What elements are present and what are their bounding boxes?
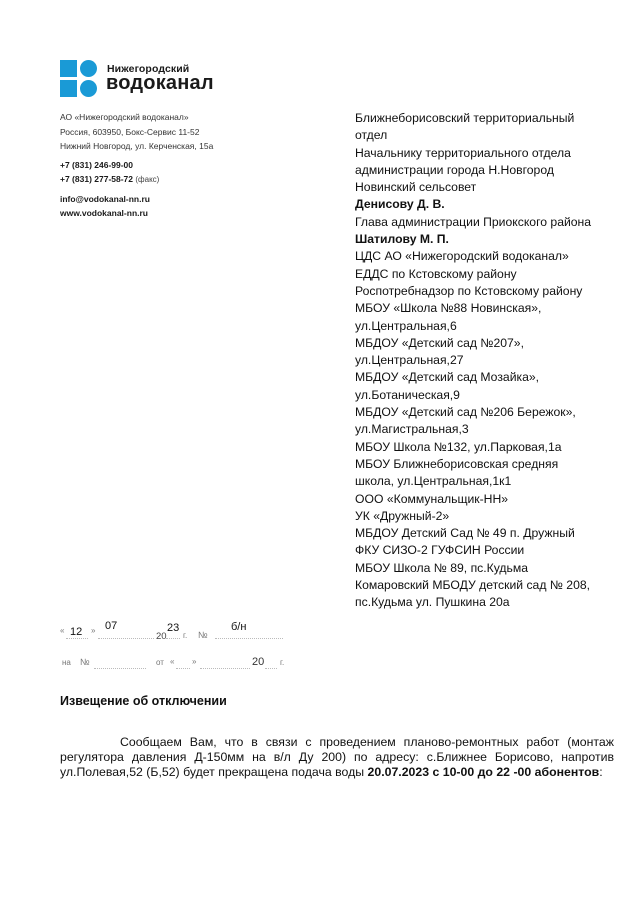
recipient-line: МБДОУ «Детский сад Мозайка», <box>355 370 540 385</box>
ref-quote-open: « <box>170 657 175 666</box>
body-colon: : <box>599 765 603 779</box>
recipient-line: ул.Магистральная,3 <box>355 422 469 437</box>
recipient-line: Комаровский МБОДУ детский сад № 208, <box>355 578 591 593</box>
document-body <box>60 735 614 780</box>
recipient-line: МБДОУ «Детский сад №207», <box>355 335 524 350</box>
recipient-line: МБДОУ «Детский сад №206 Бережок», <box>355 405 576 420</box>
recipient-line: МБОУ «Школа №88 Новинская», <box>355 301 542 316</box>
recipient-line: МБОУ Ближнеборисовская средняя <box>355 456 559 471</box>
recipient-line: отдел <box>355 128 388 143</box>
day-value: 12 <box>70 626 83 638</box>
recipient-line: школа, ул.Центральная,1к1 <box>355 474 512 489</box>
body-paragraph <box>60 735 614 780</box>
logo-circle-icon <box>80 60 97 77</box>
recipient-line: ул.Центральная,6 <box>355 318 457 333</box>
sender-fax: +7 (831) 277-58-72 <box>60 174 134 184</box>
recipient-line: МБДОУ Детский Сад № 49 п. Дружный <box>355 526 575 541</box>
recipient-line: ООО «Коммунальщик-НН» <box>355 491 509 506</box>
body-datetime: 20.07.2023 с 10-00 до 22 -00 <box>367 765 532 779</box>
ref-year-unit: г. <box>280 658 285 667</box>
sender-fax-label: (факс) <box>135 175 160 184</box>
recipient-line: ЦДС АО «Нижегородский водоканал» <box>355 249 569 264</box>
ref-day-field <box>176 652 190 669</box>
recipient-line: Денисову Д. В. <box>355 197 445 212</box>
ref-year-prefix: 20 <box>252 656 265 668</box>
recipient-line: ул.Центральная,27 <box>355 353 464 368</box>
logo-square-icon <box>60 80 77 97</box>
logo-circle-icon <box>80 80 97 97</box>
ref-year-field <box>265 652 277 669</box>
recipient-line: ЕДДС по Кстовскому району <box>355 266 517 281</box>
ref-on-label: на <box>62 658 71 667</box>
quote-close: » <box>91 626 96 635</box>
recipient-line: ул.Ботаническая,9 <box>355 387 460 402</box>
logo-brand-line1: Нижегородский <box>107 63 190 75</box>
ref-quote-close: » <box>192 657 197 666</box>
ref-month-field <box>200 652 250 669</box>
logo-brand-line2: водоканал <box>106 72 214 94</box>
recipient-line: ФКУ СИЗО-2 ГУФСИН России <box>355 543 525 558</box>
recipient-line: УК «Дружный-2» <box>355 508 450 523</box>
logo-square-icon <box>60 60 77 77</box>
recipient-line: Шатилову М. П. <box>355 232 449 247</box>
year-suffix: 23 <box>167 622 180 634</box>
body-subscribers: абонентов <box>534 765 600 779</box>
recipient-line: пс.Кудьма ул. Пушкина 20а <box>355 595 510 610</box>
recipients-block <box>355 110 617 612</box>
number-field <box>215 622 283 639</box>
year-unit: г. <box>183 631 188 640</box>
sender-website[interactable]: www.vodokanal-nn.ru <box>60 208 148 218</box>
reference-row <box>60 652 300 674</box>
recipient-line: Роспотребнадзор по Кстовскому району <box>355 283 583 298</box>
recipient-line: Глава администрации Приокского района <box>355 214 592 229</box>
number-label: № <box>198 630 208 640</box>
body-text-part1: Сообщаем Вам, что в связи с проведением планово-ремонтных работ (монтаж регулятора давления Д-150мм на в/л Ду 200) по адресу: с.Ближнее Борисово, напротив ул.Полевая,52 (Б,52) будет прекращена подача воды <box>60 735 614 779</box>
sender-fax-line <box>60 172 213 188</box>
sender-block <box>60 110 213 221</box>
recipient-line: МБОУ Школа № 89, пс.Кудьма <box>355 560 529 575</box>
number-value: б/н <box>231 621 247 633</box>
recipient-line: МБОУ Школа №132, ул.Парковая,1а <box>355 439 562 454</box>
recipient-line: Начальнику территориального отдела <box>355 145 571 160</box>
ref-number-field <box>94 652 146 669</box>
quote-open: « <box>60 626 65 635</box>
month-value: 07 <box>105 620 118 632</box>
sender-address-line2: Нижний Новгород, ул. Керченская, 15а <box>60 141 214 151</box>
sender-org: АО «Нижегородский водоканал» <box>60 112 189 122</box>
sender-address-line1: Россия, 603950, Бокс-Сервис 11-52 <box>60 126 200 137</box>
recipient-line: администрации города Н.Новгород <box>355 162 554 177</box>
recipient-line: Ближнеборисовский территориальный <box>355 111 575 125</box>
document-title: Извещение об отключении <box>60 694 227 708</box>
sender-phone: +7 (831) 246-99-00 <box>60 159 134 170</box>
sender-email[interactable]: info@vodokanal-nn.ru <box>60 193 150 204</box>
ref-from-label: от <box>156 658 164 667</box>
year-prefix: 20 <box>156 631 167 642</box>
document-date-row <box>60 622 300 644</box>
ref-number-label: № <box>80 657 90 667</box>
recipient-line: Новинский сельсовет <box>355 180 477 195</box>
logo-mark <box>60 60 98 98</box>
